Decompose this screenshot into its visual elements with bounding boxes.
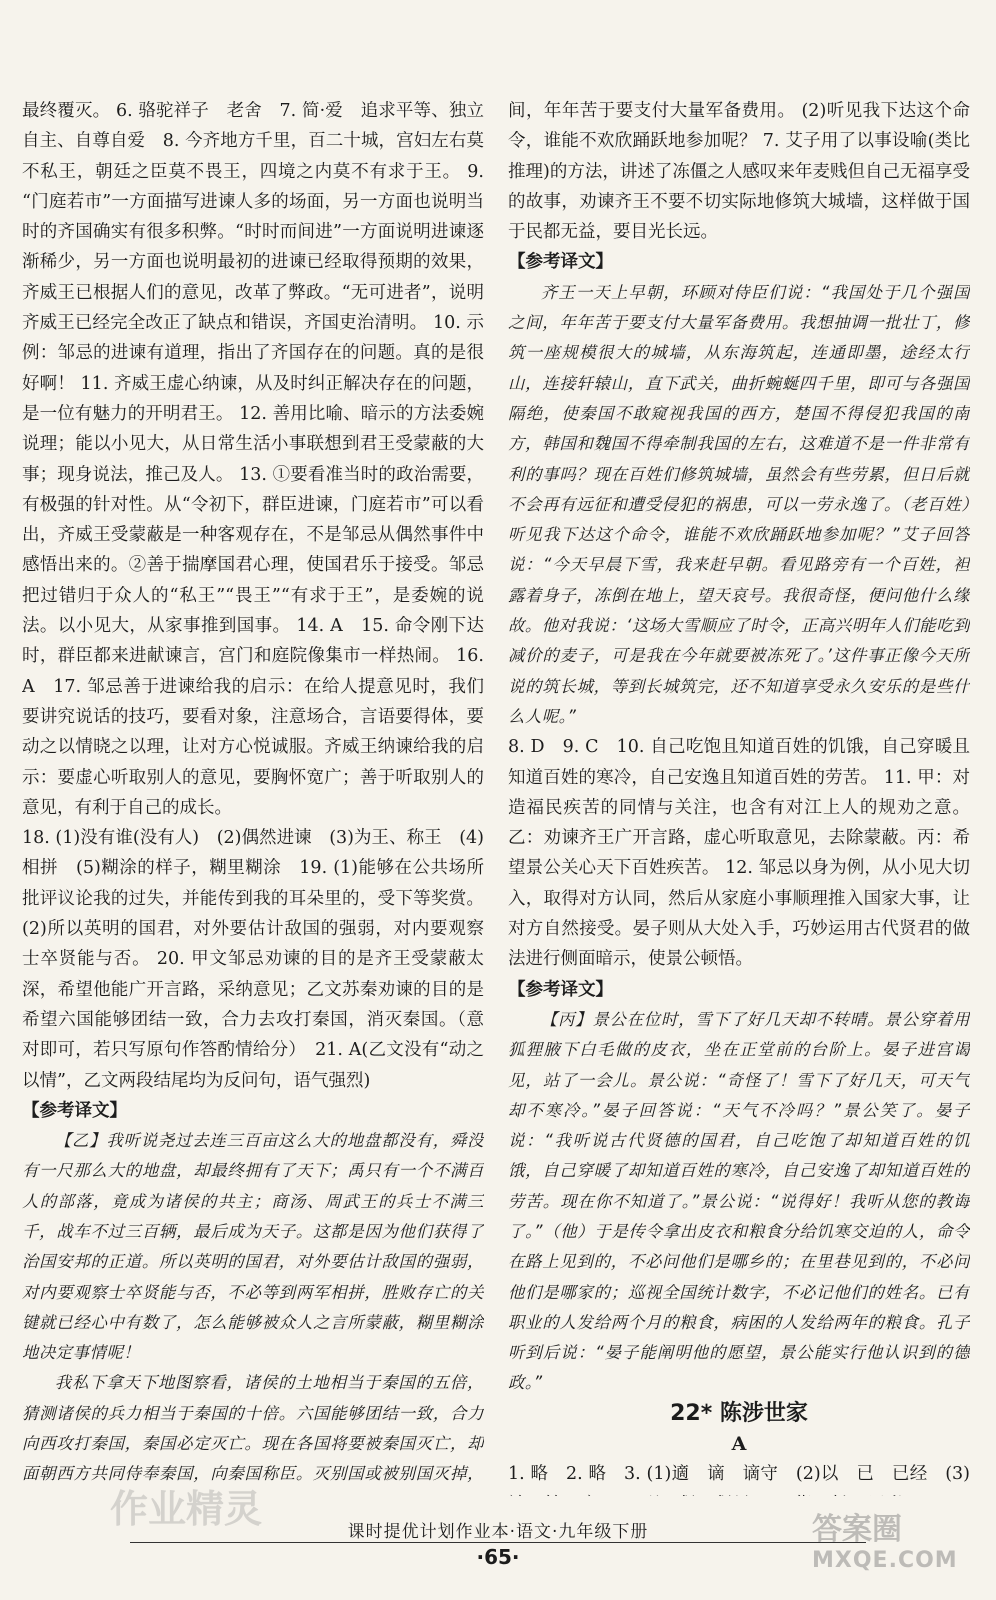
translation-paragraph: 齐王一天上早朝，环顾对侍臣们说：“我国处于几个强国之间，年年苦于要支付大量军备费用。我想抽调一批壮丁，修筑一座规模很大的城墙，从东海筑起，连通即墨，途经太行山，连接轩辕山，直下武关，曲折蜿蜒四千里，即可与各强国隔绝，使秦国不敢窥视我国的西方，楚国不得侵犯我国的南方，韩国和魏国不得牵制我国的左右，这难道不是一件非常有利的事吗？现在百姓们修筑城墙，虽然会有些劳累，但日后就不会再有远征和遭受侵犯的祸患，可以一劳永逸了。（老百姓）听见我下达这个命令，谁能不欢欣踊跃地参加呢？”艾子回答说：“今天早晨下雪，我来赶早朝。看见路旁有一个百姓，袒露着身子，冻倒在地上，望天哀号。我很奇怪，便问他什么缘故。他对我说：‘这场大雪顺应了时令，正高兴明年人们能吃到减价的麦子，可是我在今年就要被冻死了。’这件事正像今天所说的筑长城，等到长城筑完，还不知道享受永久安乐的是些什么人呢。” (508, 282, 970, 726)
translation-tag: 【乙】 (54, 1131, 107, 1151)
answer-block: 1. 略 2. 略 3. (1)適 谪 谪守 (2)以 已 已经 (3) (508, 1464, 970, 1485)
watermark-right (812, 1504, 982, 1594)
left-column (22, 96, 484, 1496)
answer-block: 最终覆灭。 6. 骆驼祥子 老舍 7. 简·爱 追求平等、独立自主、自尊自爱 8. 今齐地方千里，百二十城，宫妇左右莫不私王，朝廷之臣莫不畏王，四境之内莫不有求于王。 9. “门庭若市”一方面描写进谏人多的场面，另一方面也说明当时的齐国确实有很多积弊。“时时而间进”一方面说明进谏逐渐稀少，另一方面也说明最初的进谏已经取得预期的效果，齐威王已根据人们的意见，改革了弊政。“无可进者”，说明齐威王已经完全改正了缺点和错误，齐国吏治清明。 10. 示例：邹忌的进谏有道理，指出了齐国存在的问题。真的是很好啊！ 11. 齐威王虚心纳谏，从及时纠正解决存在的问题，是一位有魅力的开明君王。 12. 善用比喻、暗示的方法委婉说理；能以小见大，从日常生活小事联想到君王受蒙蔽的大事；现身说法，推己及人。 13. ①要看准当时的政治需要，有极强的针对性。从“令初下，群臣进谏，门庭若市”可以看出，齐威王受蒙蔽是一种客观存在，不是邹忌从偶然事件中感悟出来的。②善于揣摩国君心理，使国君乐于接受。邹忌把过错归于众人的“私王”“畏王”“有求于王”，是委婉的说法。以小见大，从家事推到国事。 14. A 15. 命令刚下达时，群臣都来进献谏言，宫门和庭院像集市一样热闹。 16. A 17. 邹忌善于进谏给我的启示：在给人提意见时，我们要讲究说话的技巧，要看对象，注意场合，言语要得体，要动之以情晓之以理，让对方心悦诚服。齐威王纳谏给我的启示：要虚心听取别人的意见，要胸怀宽广；善于听取别人的意见，有利于自己的成长。 (22, 101, 484, 818)
reference-translation-label: 【参考译文】 (508, 979, 613, 1000)
right-column (508, 96, 970, 1496)
reference-translation-label: 【参考译文】 (508, 252, 613, 273)
page-number: ·65· (476, 1545, 520, 1569)
section-heading-a: A (731, 1433, 747, 1456)
translation-paragraph: 我私下拿天下地图察看，诸侯的土地相当于秦国的五倍，猜测诸侯的兵力相当于秦国的十倍。六国能够团结一致，合力向西攻打秦国，秦国必定灭亡。现在各国将要被秦国灭亡，却面朝西方共同侍奉秦国，向秦国称臣。灭别国或被别国灭掉， (22, 1373, 484, 1484)
watermark-left: 作业精灵 (110, 1487, 263, 1531)
answer-block: 8. D 9. C 10. 自己吃饱且知道百姓的饥饿，自己穿暖且知道百姓的寒冷，自己安逸且知道百姓的劳苦。 11. 甲：对造福民疾苦的同情与关注，也含有对江上人的规劝之意。乙：劝谏齐王广开言路，虚心听取意见，去除蒙蔽。丙：希望景公关心天下百姓疾苦。 12. 邹忌以身为例，从小见大切入，取得对方认同，然后从家庭小事顺理推入国家大事，让对方自然接受。晏子则从大处入手，巧妙运用古代贤君的做法进行侧面暗示，使景公顿悟。 (508, 737, 970, 970)
reference-translation-label: 【参考译文】 (22, 1100, 127, 1121)
footer-divider (130, 1542, 866, 1543)
translation-tag: 【丙】 (540, 1009, 593, 1029)
footer-book-title: 课时提优计划作业本·语文·九年级下册 (347, 1522, 649, 1542)
answer-block: 间，年年苦于要支付大量军备费用。 (2)听见我下达这个命令，谁能不欢欣踊跃地参加呢？ 7. 艾子用了以事设喻(类比推理)的方法，讲述了冻僵之人感叹来年麦贱但自己无福享受的故事，劝谏齐王不要不切实际地修筑大城墙，这样做于国于民都无益，要目光长远。 (508, 101, 970, 243)
answer-block: 18. (1)没有谁(没有人) (2)偶然进谏 (3)为王、称王 (4)相拼 (5)糊涂的样子，糊里糊涂 19. (1)能够在公共场所批评议论我的过失，并能传到我的耳朵里的，受下等奖赏。 (2)所以英明的国君，对外要估计敌国的强弱，对内要观察士卒贤能与否。 20. 甲文邹忌劝谏的目的是齐王受蒙蔽太深，希望他能广开言路，采纳意见；乙文苏秦劝谏的目的是希望六国能够团结一致，合力去攻打秦国，消灭秦国。（意对即可，若只写原句作答酌情给分） 21. A(乙文没有“动之以情”，乙文两段结尾均为反问句，语气强烈) (22, 828, 484, 1091)
translation-paragraph (508, 1005, 970, 1399)
watermark-url: MXQE.COM (812, 1548, 958, 1573)
watermark-logo-text: 答案圈 (812, 1512, 902, 1547)
translation-text: 我听说尧过去连三百亩这么大的地盘都没有，舜没有一尺那么大的地盘，却最终拥有了天下；禹只有一个不满百人的部落，竟成为诸侯的共主；商汤、周武王的兵士不满三千，战车不过三百辆，最后成为天子。这都是因为他们获得了治国安邦的正道。所以英明的国君，对外要估计敌国的强弱，对内要观察士卒贤能与否，不必等到两军相拼，胜败存亡的关键就已经心中有数了，怎么能够被众人之言所蒙蔽，糊里糊涂地决定事情呢！ (22, 1131, 484, 1363)
translation-paragraph (22, 1126, 484, 1368)
chapter-title: 22* 陈涉世家 (670, 1400, 808, 1426)
translation-text: 景公在位时，雪下了好几天却不转晴。景公穿着用狐狸腋下白毛做的皮衣，坐在正堂前的台阶上。晏子进宫谒见，站了一会儿。景公说：“奇怪了！雪下了好几天，可天气却不寒冷。”晏子回答说：“天气不冷吗？”景公笑了。晏子说：“我听说古代贤德的国君，自己吃饱了却知道百姓的饥饿，自己穿暖了却知道百姓的寒冷，自己安逸了却知道百姓的劳苦。现在你不知道了。”景公说：“说得好！我听从您的教诲了。”（他）于是传令拿出皮衣和粮食分给饥寒交迫的人，命令在路上见到的，不必问他们是哪乡的；在里巷见到的，不必问他们是哪家的；巡视全国统计数字，不必记他们的姓名。已有职业的人发给两个月的粮食，病困的人发给两年的粮食。孔子听到后说：“晏子能阐明他的愿望，景公能实行他认识到的德政。” (508, 1009, 970, 1393)
